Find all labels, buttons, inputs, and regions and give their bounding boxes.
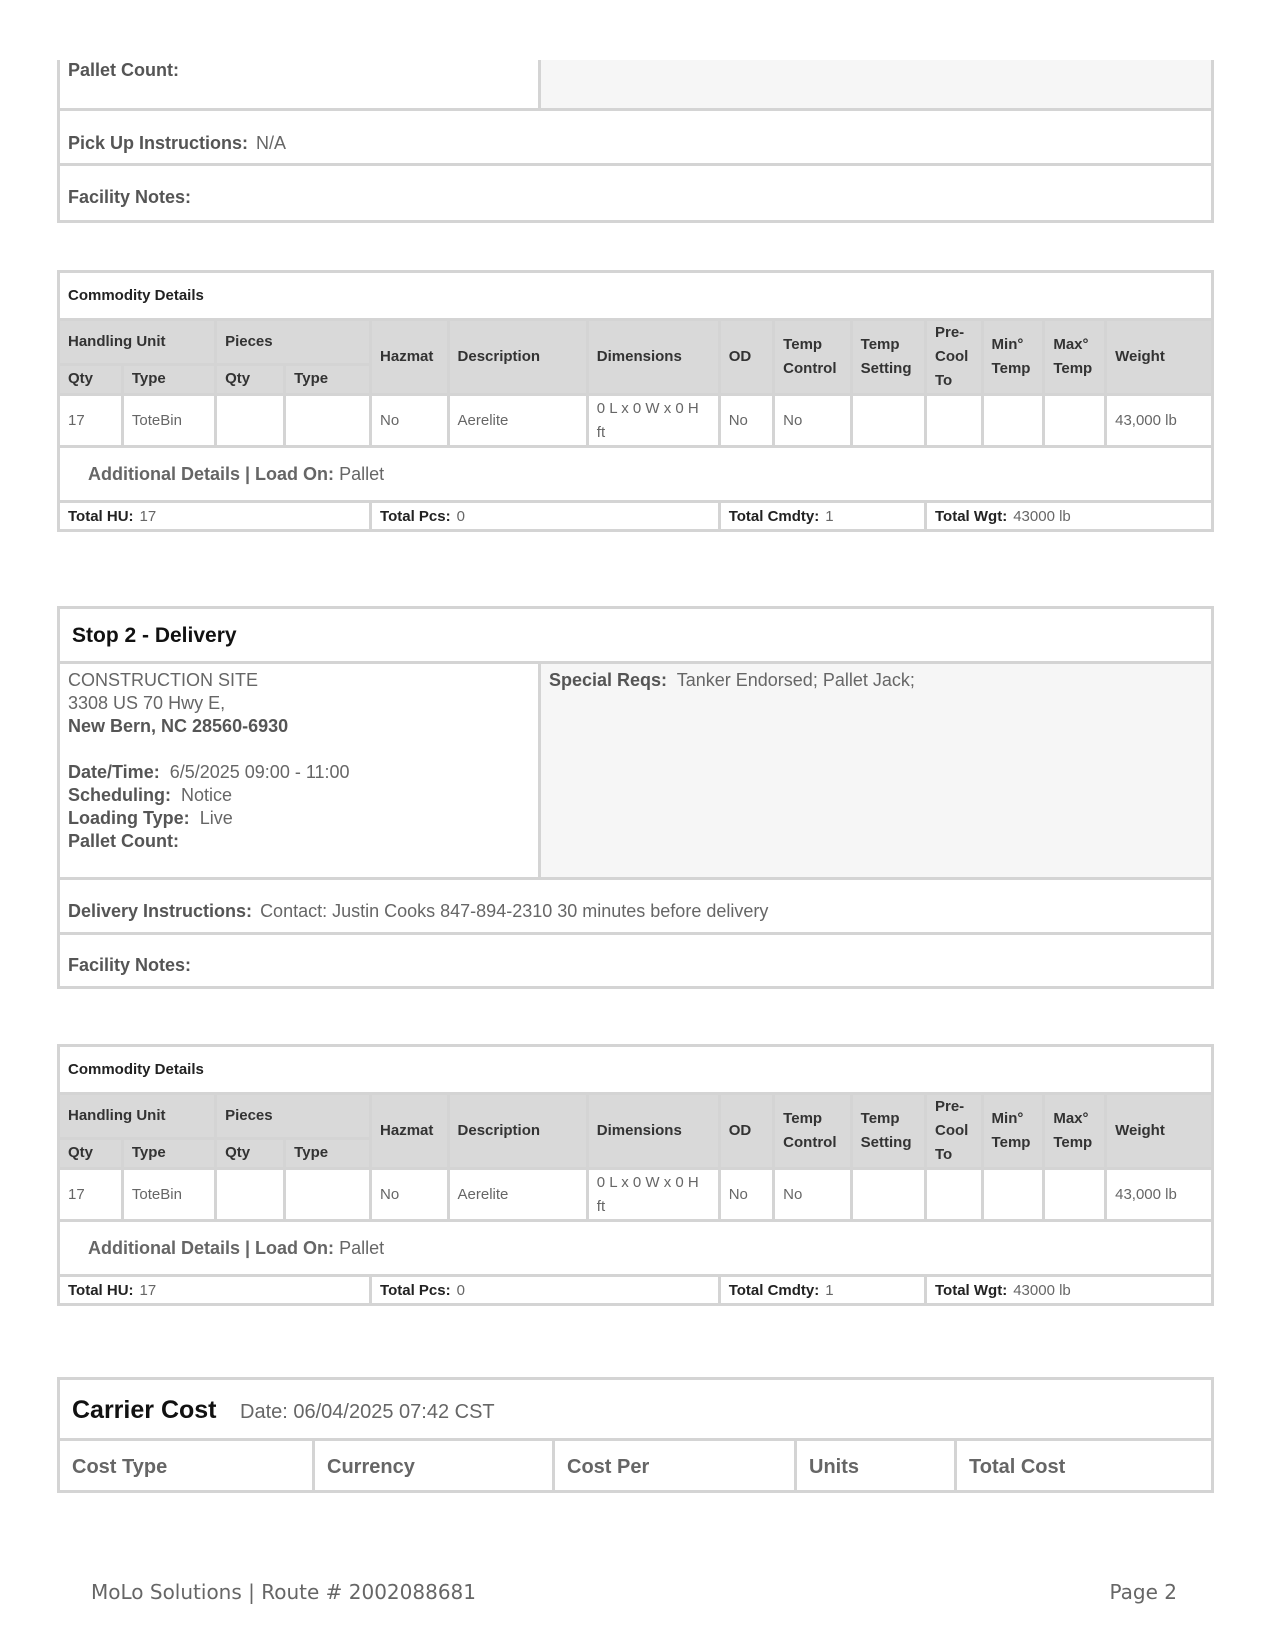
totals-row <box>59 502 1213 531</box>
pc-qty <box>216 395 285 447</box>
pc-qty <box>216 1169 285 1221</box>
carrier-cost-title: Carrier Cost <box>72 1396 217 1424</box>
min-temp-header: Min° Temp <box>982 320 1044 395</box>
carrier-cost-section <box>57 1377 1214 1493</box>
max-temp-header: Max° Temp <box>1044 320 1106 395</box>
city-state-zip: New Bern, NC 28560-6930 <box>68 716 289 736</box>
additional-details-label: Additional Details | Load On: <box>88 463 335 484</box>
temp-control: No <box>774 1169 851 1221</box>
dimensions-header: Dimensions <box>587 320 719 395</box>
od-header: OD <box>719 320 773 395</box>
hu-qty-header: Qty <box>59 364 123 394</box>
total-wgt-value: 43000 lb <box>1013 1281 1071 1299</box>
units-header: Units <box>797 1441 957 1493</box>
hazmat: No <box>371 395 448 447</box>
temp-setting-header: Temp Setting <box>851 1094 925 1169</box>
total-hu-label: Total HU: <box>68 1281 134 1299</box>
totals-row <box>59 1276 1213 1305</box>
pre-cool <box>926 395 983 447</box>
od-header: OD <box>719 1094 773 1169</box>
special-reqs-value: Tanker Endorsed; Pallet Jack; <box>676 670 915 690</box>
special-reqs-cell <box>541 60 1211 108</box>
hu-qty: 17 <box>59 395 123 447</box>
max-temp <box>1044 395 1106 447</box>
delivery-instructions-label: Delivery Instructions: <box>68 901 253 921</box>
pallet-count-row <box>60 60 1211 111</box>
description: Aerelite <box>448 1169 587 1221</box>
temp-setting-header: Temp Setting <box>851 320 925 395</box>
pieces-header: Pieces <box>216 320 371 365</box>
handling-unit-header: Handling Unit <box>59 320 216 365</box>
total-hu-label: Total HU: <box>68 507 134 525</box>
total-cmdty-value: 1 <box>825 1281 834 1299</box>
total-cmdty-label: Total Cmdty: <box>728 507 820 525</box>
carrier-cost-date: Date: 06/04/2025 07:42 CST <box>240 1401 495 1423</box>
weight-header: Weight <box>1106 1094 1213 1169</box>
total-wgt-value: 43000 lb <box>1013 507 1071 525</box>
pickup-stop-continuation <box>57 60 1214 223</box>
commodity-details-table-2 <box>57 1044 1214 1306</box>
total-wgt-label: Total Wgt: <box>935 1281 1008 1299</box>
footer-route: MoLo Solutions | Route # 2002088681 <box>91 1580 476 1604</box>
load-on-value: Pallet <box>339 463 385 484</box>
pickup-instructions-value: N/A <box>256 133 287 153</box>
cost-type-header: Cost Type <box>60 1441 315 1493</box>
total-cmdty-value: 1 <box>825 507 834 525</box>
hazmat-header: Hazmat <box>371 320 448 395</box>
total-hu-value: 17 <box>139 1281 157 1299</box>
scheduling-value: Notice <box>181 785 233 805</box>
description-header: Description <box>448 1094 587 1169</box>
total-pcs-value: 0 <box>456 507 465 525</box>
pickup-instructions-label: Pick Up Instructions: <box>68 133 249 153</box>
datetime-label: Date/Time: <box>68 762 160 782</box>
hu-qty-header: Qty <box>59 1138 123 1168</box>
scheduling-label: Scheduling: <box>68 785 171 805</box>
loading-type-value: Live <box>199 808 233 828</box>
pickup-instructions-row <box>60 111 1211 166</box>
special-reqs-label: Special Reqs: <box>549 670 668 690</box>
hu-qty: 17 <box>59 1169 123 1221</box>
temp-setting <box>851 395 925 447</box>
pc-type-header: Type <box>285 1138 371 1168</box>
facility-notes-row <box>60 166 1211 220</box>
pc-type <box>285 1169 371 1221</box>
delivery-instructions-value: Contact: Justin Cooks 847-894-2310 30 minutes before delivery <box>260 901 769 921</box>
pre-cool-header: Pre-Cool To <box>926 1094 983 1169</box>
pc-qty-header: Qty <box>216 364 285 394</box>
additional-details-label: Additional Details | Load On: <box>88 1237 335 1258</box>
min-temp <box>982 395 1044 447</box>
special-reqs-panel <box>541 664 1211 877</box>
weight-header: Weight <box>1106 320 1213 395</box>
temp-control-header: Temp Control <box>774 1094 851 1169</box>
temp-setting <box>851 1169 925 1221</box>
currency-header: Currency <box>315 1441 555 1493</box>
hu-type: ToteBin <box>122 1169 215 1221</box>
total-cmdty-label: Total Cmdty: <box>728 1281 820 1299</box>
delivery-instructions-row <box>60 880 1211 935</box>
dimensions: 0 L x 0 W x 0 H ft <box>587 395 719 447</box>
hu-type-header: Type <box>122 364 215 394</box>
facility-notes-label: Facility Notes: <box>68 955 192 975</box>
stop-address-panel <box>60 664 541 877</box>
handling-unit-header: Handling Unit <box>59 1094 216 1139</box>
additional-details-row <box>59 1221 1213 1276</box>
pc-qty-header: Qty <box>216 1138 285 1168</box>
weight: 43,000 lb <box>1106 395 1213 447</box>
additional-details-row <box>59 447 1213 502</box>
pallet-count-label: Pallet Count: <box>68 831 179 851</box>
temp-control: No <box>774 395 851 447</box>
hazmat: No <box>371 1169 448 1221</box>
footer-page-number: Page 2 <box>1109 1580 1177 1604</box>
pieces-header: Pieces <box>216 1094 371 1139</box>
hu-type: ToteBin <box>122 395 215 447</box>
commodity-details-title: Commodity Details <box>59 272 1213 320</box>
site-name: CONSTRUCTION SITE <box>68 670 259 690</box>
total-pcs-value: 0 <box>456 1281 465 1299</box>
datetime-value: 6/5/2025 09:00 - 11:00 <box>169 762 350 782</box>
stop-title: Stop 2 - Delivery <box>72 624 237 647</box>
pre-cool-header: Pre-Cool To <box>926 320 983 395</box>
total-cost-header: Total Cost <box>969 1456 1066 1478</box>
commodity-row <box>59 395 1213 447</box>
address-line: 3308 US 70 Hwy E, <box>68 693 226 713</box>
total-hu-value: 17 <box>139 507 157 525</box>
od: No <box>719 395 773 447</box>
load-on-value: Pallet <box>339 1237 385 1258</box>
temp-control-header: Temp Control <box>774 320 851 395</box>
total-pcs-label: Total Pcs: <box>380 507 451 525</box>
commodity-details-table-1 <box>57 270 1214 532</box>
total-pcs-label: Total Pcs: <box>380 1281 451 1299</box>
max-temp-header: Max° Temp <box>1044 1094 1106 1169</box>
min-temp-header: Min° Temp <box>982 1094 1044 1169</box>
facility-notes-row <box>60 935 1211 989</box>
facility-notes-label: Facility Notes: <box>68 187 192 207</box>
weight: 43,000 lb <box>1106 1169 1213 1221</box>
max-temp <box>1044 1169 1106 1221</box>
cost-per-header: Cost Per <box>555 1441 797 1493</box>
pc-type <box>285 395 371 447</box>
commodity-row <box>59 1169 1213 1221</box>
od: No <box>719 1169 773 1221</box>
dimensions-header: Dimensions <box>587 1094 719 1169</box>
hu-type-header: Type <box>122 1138 215 1168</box>
loading-type-label: Loading Type: <box>68 808 190 828</box>
pallet-count-cell <box>60 60 541 108</box>
dimensions: 0 L x 0 W x 0 H ft <box>587 1169 719 1221</box>
pallet-count-label: Pallet Count: <box>68 60 179 80</box>
total-wgt-label: Total Wgt: <box>935 507 1008 525</box>
hazmat-header: Hazmat <box>371 1094 448 1169</box>
commodity-details-title: Commodity Details <box>59 1046 1213 1094</box>
pre-cool <box>926 1169 983 1221</box>
description: Aerelite <box>448 395 587 447</box>
min-temp <box>982 1169 1044 1221</box>
pc-type-header: Type <box>285 364 371 394</box>
description-header: Description <box>448 320 587 395</box>
carrier-cost-header-row <box>60 1441 1211 1493</box>
stop-2-delivery <box>57 606 1214 989</box>
